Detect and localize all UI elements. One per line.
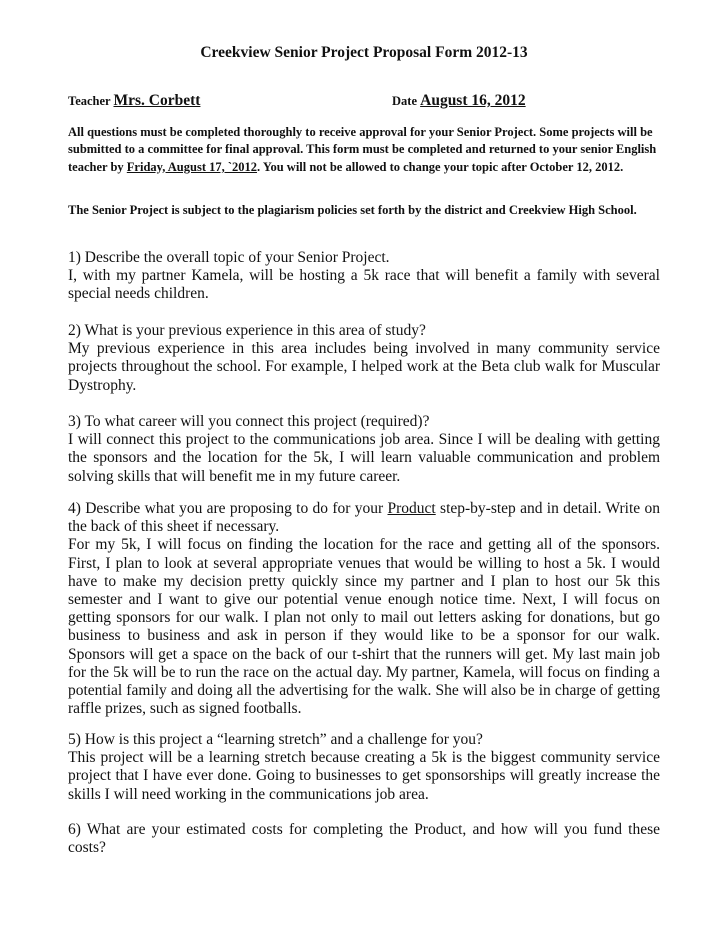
- question-4-block: [68, 500, 660, 718]
- instructions-text-end: . You will not be allowed to change your topic after October 12, 2012.: [257, 159, 624, 174]
- question-6: 6) What are your estimated costs for completing the Product, and how will you fund these costs?: [68, 821, 660, 857]
- question-4-text: 4) Describe what you are proposing to do for your: [68, 500, 388, 517]
- answer-1: I, with my partner Kamela, will be hosting a 5k race that will benefit a family with several special needs children.: [68, 267, 660, 303]
- deadline-date: Friday, August 17, `2012: [126, 159, 258, 174]
- question-5: 5) How is this project a “learning stretch” and a challenge for you?: [68, 731, 483, 748]
- question-1-block: [68, 249, 660, 304]
- question-2: 2) What is your previous experience in this area of study?: [68, 322, 426, 339]
- answer-4: For my 5k, I will focus on finding the location for the race and getting all of the sponsors. First, I plan to look at several appropriate venues that would be willing to host a 5k. I would have to make my decision pretty quickly since my partner and I plan to host our 5k this semester and I want to give our potential venue enough notice time. Next, I will focus on getting sponsors for our walk. I plan not only to mail out letters asking for donations, but go business to business and ask in person if they would like to be a sponsor for our walk. Sponsors will get a space on the back of our t-shirt that the runners will get. My last main job for the 5k will be to run the race on the actual day. My partner, Kamela, will focus on finding a potential family and doing all the advertising for the walk. She will also be in charge of getting raffle prizes, such as signed footballs.: [68, 536, 660, 718]
- date-value: August 16, 2012: [420, 92, 526, 109]
- teacher-field: [68, 92, 200, 110]
- answer-2: My previous experience in this area includes being involved in many community service projects throughout the school. For example, I helped work at the Beta club walk for Muscular Dystrophy.: [68, 340, 660, 394]
- teacher-value: Mrs. Corbett: [113, 92, 201, 109]
- instructions-paragraph: [68, 124, 660, 176]
- question-3-block: [68, 413, 660, 486]
- question-5-block: [68, 731, 660, 804]
- answer-5: This project will be a learning stretch because creating a 5k is the biggest community service project that I have ever done. Going to businesses to get sponsorships will greatly increase the skills I will need working in the communications job area.: [68, 749, 660, 803]
- instructions-text: All questions must be completed thoroughly to receive approval for your Senior Project. Some projects will be submitted to a committee for final approval. This form must be completed and returned to your senior English teacher by: [68, 125, 657, 174]
- date-label: Date: [392, 94, 417, 108]
- question-4-text-end: step-by-step and in detail. Write on the back of this sheet if necessary.: [68, 500, 660, 536]
- date-field: [392, 92, 526, 110]
- question-3: 3) To what career will you connect this project (required)?: [68, 413, 430, 430]
- answer-3: I will connect this project to the communications job area. Since I will be dealing with getting the sponsors and the location for the 5k, I will learn valuable communication and problem solving skills that will benefit me in my future career.: [68, 431, 660, 485]
- plagiarism-note: The Senior Project is subject to the plagiarism policies set forth by the district and Creekview High School.: [68, 203, 637, 217]
- question-4: [68, 500, 660, 536]
- form-title: Creekview Senior Project Proposal Form 2012-13: [200, 44, 528, 61]
- teacher-date-line: [68, 92, 660, 112]
- question-6-block: [68, 821, 660, 857]
- teacher-label: Teacher: [68, 94, 111, 108]
- question-1: 1) Describe the overall topic of your Senior Project.: [68, 249, 390, 266]
- product-term: Product: [387, 500, 436, 517]
- question-2-block: [68, 322, 660, 395]
